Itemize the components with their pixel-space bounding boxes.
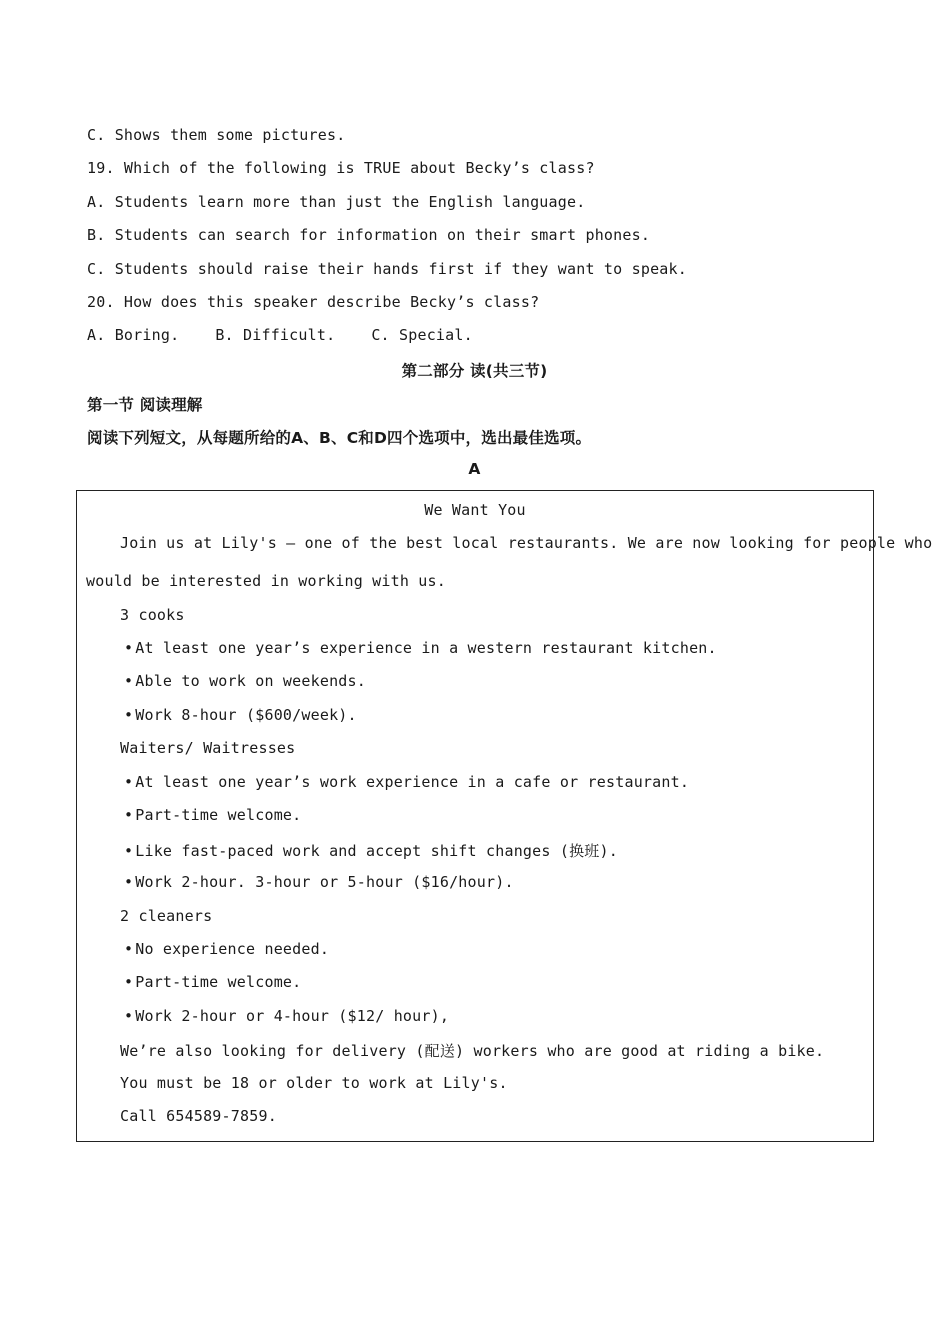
intro-line-2: would be interested in working with us.	[86, 572, 446, 590]
q20-options	[87, 326, 509, 344]
q20-stem: 20. How does this speaker describe Becky’s class?	[87, 293, 540, 311]
q19-option-c: C. Students should raise their hands first if they want to speak.	[87, 260, 687, 278]
cleaners-item: • No experience needed.	[124, 940, 329, 958]
waiters-heading: Waiters/ Waitresses	[120, 739, 296, 757]
q20-option-c: C. Special.	[371, 326, 473, 344]
waiters-item: • Part-time welcome.	[124, 806, 301, 824]
waiters-item: • At least one year’s work experience in a cafe or restaurant.	[124, 773, 689, 791]
cooks-item: • Able to work on weekends.	[124, 672, 366, 690]
delivery-line: We’re also looking for delivery (配送) workers who are good at riding a bike.	[120, 1042, 825, 1060]
age-requirement: You must be 18 or older to work at Lily's.	[120, 1074, 508, 1092]
q19-stem: 19. Which of the following is TRUE about Becky’s class?	[87, 159, 595, 177]
q20-option-a: A. Boring.	[87, 326, 180, 344]
intro-line-1: Join us at Lily's — one of the best local restaurants. We are now looking for people who	[120, 534, 933, 552]
waiters-item: • Like fast-paced work and accept shift changes (换班).	[124, 840, 618, 861]
q19-option-b: B. Students can search for information on their smart phones.	[87, 226, 651, 244]
subsection-title: 第一节 阅读理解	[87, 396, 203, 414]
instruction: 阅读下列短文，从每题所给的A、B、C和D四个选项中，选出最佳选项。	[87, 429, 592, 447]
passage-label: A	[468, 460, 481, 478]
cleaners-item: • Work 2-hour or 4-hour ($12/ hour),	[124, 1007, 449, 1025]
passage-title: We Want You	[424, 501, 526, 519]
contact-phone: Call 654589-7859.	[120, 1107, 277, 1125]
waiters-item: • Work 2-hour. 3-hour or 5-hour ($16/hour).	[124, 873, 514, 891]
q19-option-a: A. Students learn more than just the English language.	[87, 193, 586, 211]
passage-box	[76, 490, 933, 1142]
q20-option-b: B. Difficult.	[215, 326, 336, 344]
cleaners-heading: 2 cleaners	[120, 907, 213, 925]
cooks-item: • At least one year’s experience in a western restaurant kitchen.	[124, 639, 717, 657]
cooks-item: • Work 8-hour ($600/week).	[124, 706, 357, 724]
q18-option-c: C. Shows them some pictures.	[87, 126, 346, 144]
cooks-heading: 3 cooks	[120, 606, 185, 624]
part-title: 第二部分 读(共三节)	[401, 362, 548, 380]
cleaners-item: • Part-time welcome.	[124, 973, 301, 991]
